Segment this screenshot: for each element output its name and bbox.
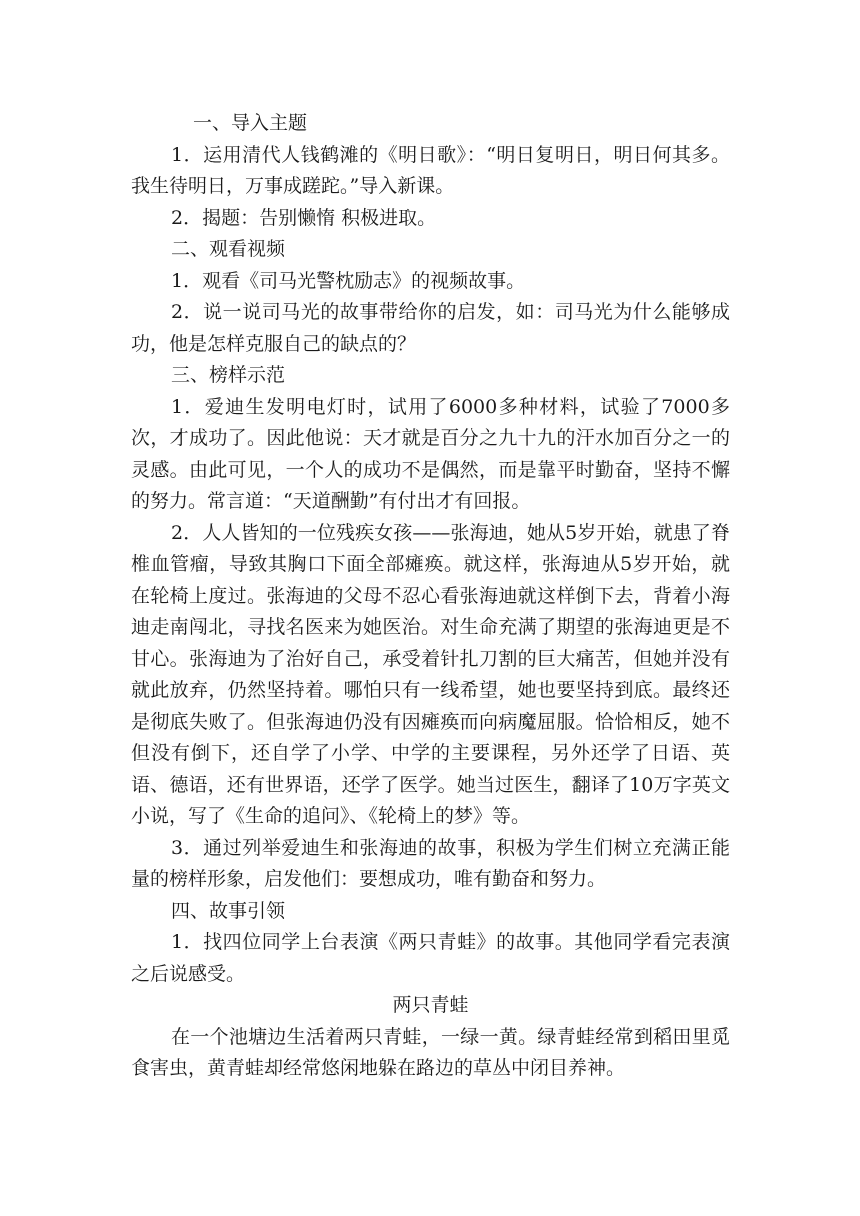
paragraph: 1．运用清代人钱鹤滩的《明日歌》：“明日复明日，明日何其多。我生待明日，万事成蹉跎。”导入新课。 <box>131 143 730 197</box>
paragraph: 1．爱迪生发明电灯时，试用了6000多种材料，试验了7000多次，才成功了。因此他说：天才就是百分之九十九的汗水加百分之一的灵感。由此可见，一个人的成功不是偶然，而是靠平时勤奋，坚持不懈的努力。常言道：“天道酬勤”有付出才有回报。 <box>131 395 730 512</box>
story-title: 两只青蛙 <box>392 994 469 1016</box>
section-heading: 三、榜样示范 <box>171 364 286 386</box>
section-heading: 四、故事引领 <box>171 899 286 922</box>
paragraph: 1．找四位同学上台表演《两只青蛙》的故事。其他同学看完表演之后说感受。 <box>131 931 730 985</box>
paragraph: 2．揭题：告别懒惰 积极进取。 <box>171 206 437 229</box>
paragraph: 2．人人皆知的一位残疾女孩——张海迪，她从5岁开始，就患了脊椎血管瘤，导致其胸口下面全部瘫痪。就这样，张海迪从5岁开始，就在轮椅上度过。张海迪的父母不忍心看张海迪就这样倒下去，背着小海迪走南闯北，寻找名医来为她医治。对生命充满了期望的张海迪更是不甘心。张海迪为了治好自己，承受着针扎刀割的巨大痛苦，但她并没有就此放弃，仍然坚持着。哪怕只有一线希望，她也要坚持到底。最终还是彻底失败了。但张海迪仍没有因瘫痪而向病魔屈服。恰恰相反，她不但没有倒下，还自学了小学、中学的主要课程，另外还学了日语、英语、德语，还有世界语，还学了医学。她当过医生，翻译了10万字英文小说，写了《生命的追问》、《轮椅上的梦》等。 <box>131 521 730 827</box>
paragraph: 1．观看《司马光警枕励志》的视频故事。 <box>171 269 526 292</box>
section-heading: 一、导入主题 <box>193 112 308 134</box>
document-page <box>131 108 730 1085</box>
story-paragraph: 在一个池塘边生活着两只青蛙，一绿一黄。绿青蛙经常到稻田里觅食害虫，黄青蛙却经常悠闲地躲在路边的草丛中闭目养神。 <box>131 1025 730 1079</box>
paragraph: 2．说一说司马光的故事带给你的启发，如：司马光为什么能够成功，他是怎样克服自己的缺点的？ <box>131 301 730 355</box>
paragraph: 3．通过列举爱迪生和张海迪的故事，积极为学生们树立充满正能量的榜样形象，启发他们：要想成功，唯有勤奋和努力。 <box>131 836 730 890</box>
section-heading: 二、观看视频 <box>171 238 286 260</box>
